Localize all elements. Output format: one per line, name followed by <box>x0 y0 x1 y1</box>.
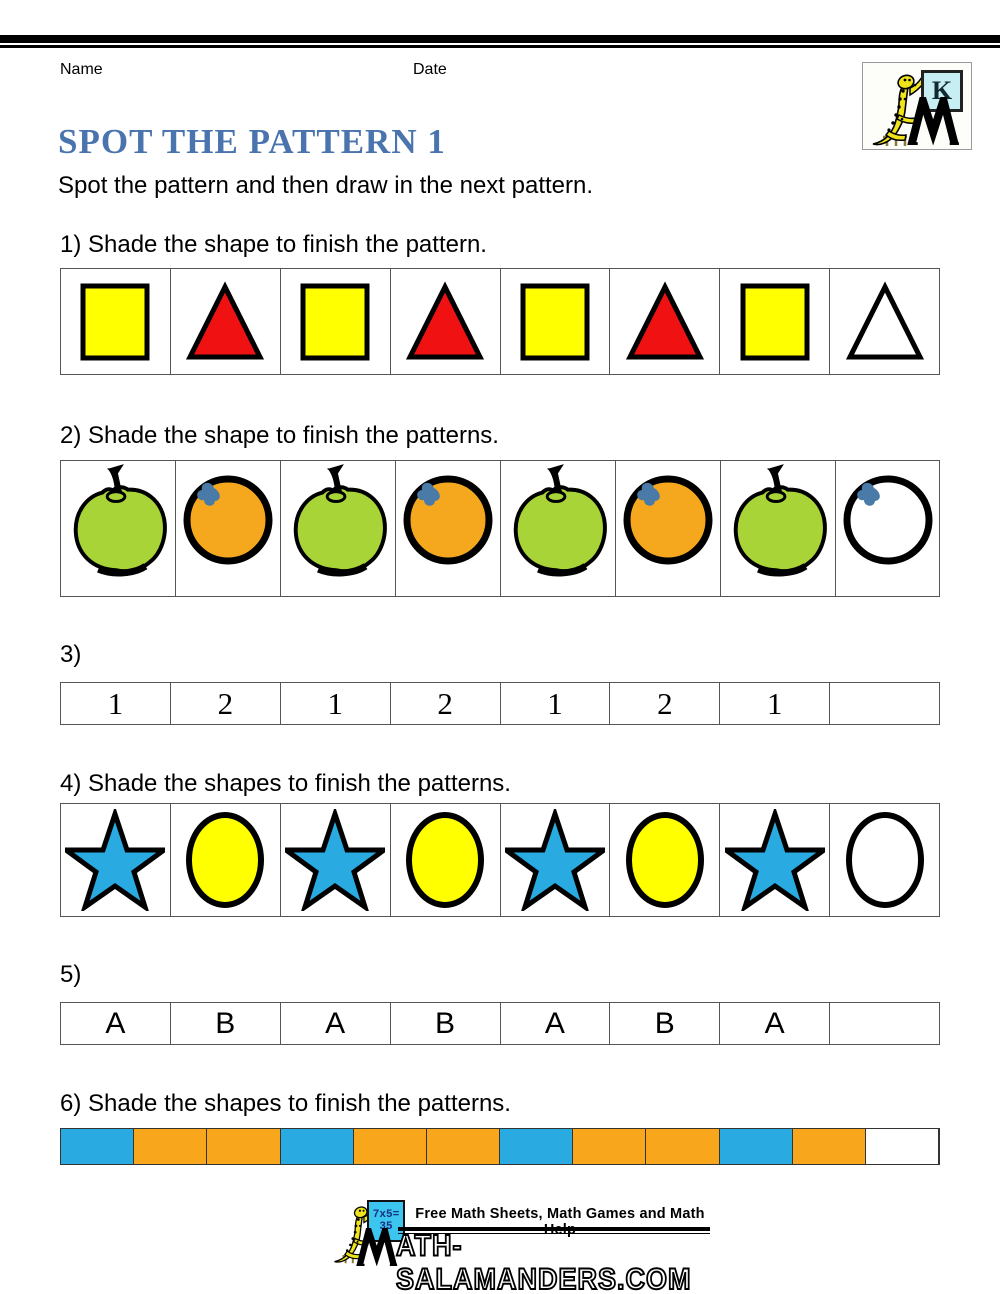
pattern-cell-blue <box>281 1129 354 1164</box>
pattern-cell-1: 1 <box>720 683 830 724</box>
name-label: Name <box>60 61 103 78</box>
pattern-row-5 <box>60 1002 940 1045</box>
pattern-cell-orange <box>793 1129 866 1164</box>
pattern-cell-yellow-square <box>720 269 830 374</box>
page-title: SPOT THE PATTERN 1 <box>58 122 446 161</box>
pattern-cell-B: B <box>391 1003 501 1044</box>
pattern-cell-orange <box>427 1129 500 1164</box>
pattern-cell-A: A <box>720 1003 830 1044</box>
pattern-cell-blue-star <box>501 804 611 916</box>
pattern-cell-blue <box>61 1129 134 1164</box>
pattern-cell-yellow-square <box>61 269 171 374</box>
answer-cell-white-circle <box>830 804 939 916</box>
pattern-cell-orange <box>573 1129 646 1164</box>
date-label: Date <box>413 61 447 78</box>
pattern-cell-2: 2 <box>171 683 281 724</box>
answer-cell-white-triangle <box>830 269 939 374</box>
pattern-cell-A: A <box>61 1003 171 1044</box>
pattern-cell-orange-fruit <box>396 461 501 596</box>
pattern-cell-blue-star <box>61 804 171 916</box>
answer-cell-empty <box>830 1003 939 1044</box>
pattern-cell-yellow-square <box>501 269 611 374</box>
pattern-row-6 <box>60 1128 940 1165</box>
pattern-cell-blue <box>500 1129 573 1164</box>
pattern-cell-1: 1 <box>281 683 391 724</box>
pattern-cell-blue-star <box>281 804 391 916</box>
pattern-cell-yellow-square <box>281 269 391 374</box>
pattern-cell-green-apple <box>721 461 836 596</box>
footer-board-text: 7x5= <box>372 1209 400 1221</box>
pattern-cell-yellow-circle <box>391 804 501 916</box>
pattern-cell-1: 1 <box>501 683 611 724</box>
pattern-cell-A: A <box>281 1003 391 1044</box>
question-3-label: 3) <box>60 641 82 668</box>
question-2-label: 2) Shade the shape to finish the patterns. <box>60 422 499 449</box>
pattern-row-4 <box>60 803 940 917</box>
pattern-cell-blue-star <box>720 804 830 916</box>
math-salamanders-logo <box>862 62 972 150</box>
pattern-cell-yellow-circle <box>171 804 281 916</box>
question-1-label: 1) Shade the shape to finish the pattern. <box>60 231 487 258</box>
pattern-cell-red-triangle <box>171 269 281 374</box>
pattern-row-2 <box>60 460 940 597</box>
pattern-cell-green-apple <box>501 461 616 596</box>
footer-tagline: Free Math Sheets, Math Games and Math Help <box>415 1206 705 1238</box>
pattern-cell-B: B <box>171 1003 281 1044</box>
pattern-cell-orange-fruit <box>176 461 281 596</box>
pattern-cell-orange-fruit <box>616 461 721 596</box>
answer-cell-white-orange <box>836 461 939 596</box>
footer-logo <box>330 1198 730 1294</box>
pattern-cell-2: 2 <box>391 683 501 724</box>
pattern-cell-orange <box>134 1129 207 1164</box>
footer-board-text: 35 <box>379 1221 393 1233</box>
pattern-cell-B: B <box>610 1003 720 1044</box>
pattern-cell-green-apple <box>61 461 176 596</box>
logo-m-icon <box>907 97 965 145</box>
question-6-label: 6) Shade the shapes to finish the patterns. <box>60 1090 511 1117</box>
pattern-cell-1: 1 <box>61 683 171 724</box>
pattern-cell-green-apple <box>281 461 396 596</box>
answer-cell-empty <box>830 683 939 724</box>
question-4-label: 4) Shade the shapes to finish the patterns. <box>60 770 511 797</box>
pattern-cell-2: 2 <box>610 683 720 724</box>
question-5-label: 5) <box>60 961 82 988</box>
pattern-cell-blue <box>720 1129 793 1164</box>
footer-site-name: ATH-SALAMANDERS.COM <box>396 1229 692 1294</box>
pattern-cell-orange <box>646 1129 719 1164</box>
pattern-cell-orange <box>354 1129 427 1164</box>
logo-k-letter: K <box>931 76 953 105</box>
answer-cell-empty <box>866 1129 939 1164</box>
pattern-cell-orange <box>207 1129 280 1164</box>
pattern-row-3 <box>60 682 940 725</box>
page-subtitle: Spot the pattern and then draw in the next pattern. <box>58 172 594 199</box>
pattern-cell-red-triangle <box>391 269 501 374</box>
pattern-cell-A: A <box>501 1003 611 1044</box>
top-divider <box>0 35 1000 48</box>
pattern-cell-yellow-circle <box>610 804 720 916</box>
pattern-cell-red-triangle <box>610 269 720 374</box>
pattern-row-1 <box>60 268 940 375</box>
